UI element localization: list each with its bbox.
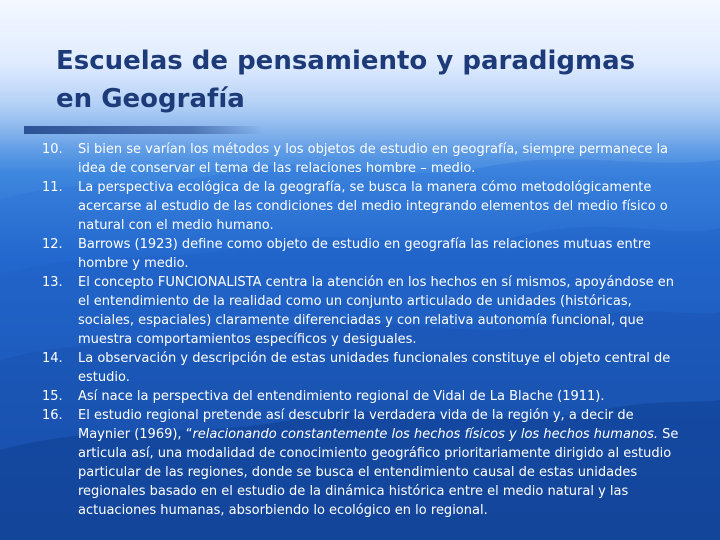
item-number: 11. bbox=[42, 180, 63, 195]
list-item bbox=[42, 406, 682, 520]
list-item bbox=[42, 178, 682, 235]
list-item bbox=[42, 273, 682, 349]
list-item bbox=[42, 349, 682, 387]
item-number: 14. bbox=[42, 351, 63, 366]
list-item bbox=[42, 387, 682, 406]
slide-title bbox=[56, 42, 696, 118]
item-text-quote: relacionando constantemente los hechos físicos y los hechos humanos. bbox=[192, 427, 659, 442]
item-text: Si bien se varían los métodos y los objetos de estudio en geografía, siempre permanece la idea de conservar el tema de las relaciones hombre – medio. bbox=[78, 142, 669, 176]
numbered-list bbox=[42, 140, 682, 520]
item-number: 16. bbox=[42, 408, 63, 423]
item-text: Así nace la perspectiva del entendimiento regional de Vidal de La Blache (1911). bbox=[78, 389, 605, 404]
item-text-after: Se articula así, una modalidad de conocimiento geográfico prioritariamente dirigido al estudio particular de las regiones, donde se busca el entendimiento causal de estas unidades regionales basado en el estudio de la dinámica histórica entre el medio natural y las actuaciones humanas, absorbiendo lo ecológico en lo regional. bbox=[78, 427, 679, 518]
title-line-2: en Geografía bbox=[56, 84, 245, 114]
title-line-1: Escuelas de pensamiento y paradigmas bbox=[56, 46, 636, 76]
item-number: 13. bbox=[42, 275, 63, 290]
list-item bbox=[42, 140, 682, 178]
list-item bbox=[42, 235, 682, 273]
item-number: 15. bbox=[42, 389, 63, 404]
item-text-before: El estudio regional pretende así descubrir la verdadera vida de la región y, a decir de Maynier (1969), “ bbox=[78, 408, 634, 442]
item-number: 10. bbox=[42, 142, 63, 157]
item-text: Barrows (1923) define como objeto de estudio en geografía las relaciones mutuas entre hombre y medio. bbox=[78, 237, 651, 271]
title-block bbox=[56, 42, 696, 118]
item-text: La observación y descripción de estas unidades funcionales constituye el objeto central de estudio. bbox=[78, 351, 671, 385]
item-text: El concepto FUNCIONALISTA centra la atención en los hechos en sí mismos, apoyándose en el entendimiento de la realidad como un conjunto articulado de unidades (históricas, sociales, espaciales) claramente diferenciadas y con relativa autonomía funcional, que muestra comportamientos específicos y desiguales. bbox=[78, 275, 674, 347]
title-underline bbox=[24, 126, 264, 134]
item-text: La perspectiva ecológica de la geografía, se busca la manera cómo metodológicamente acercarse al estudio de las condiciones del medio integrando elementos del medio físico o natural con el medio humano. bbox=[78, 180, 668, 233]
item-number: 12. bbox=[42, 237, 63, 252]
